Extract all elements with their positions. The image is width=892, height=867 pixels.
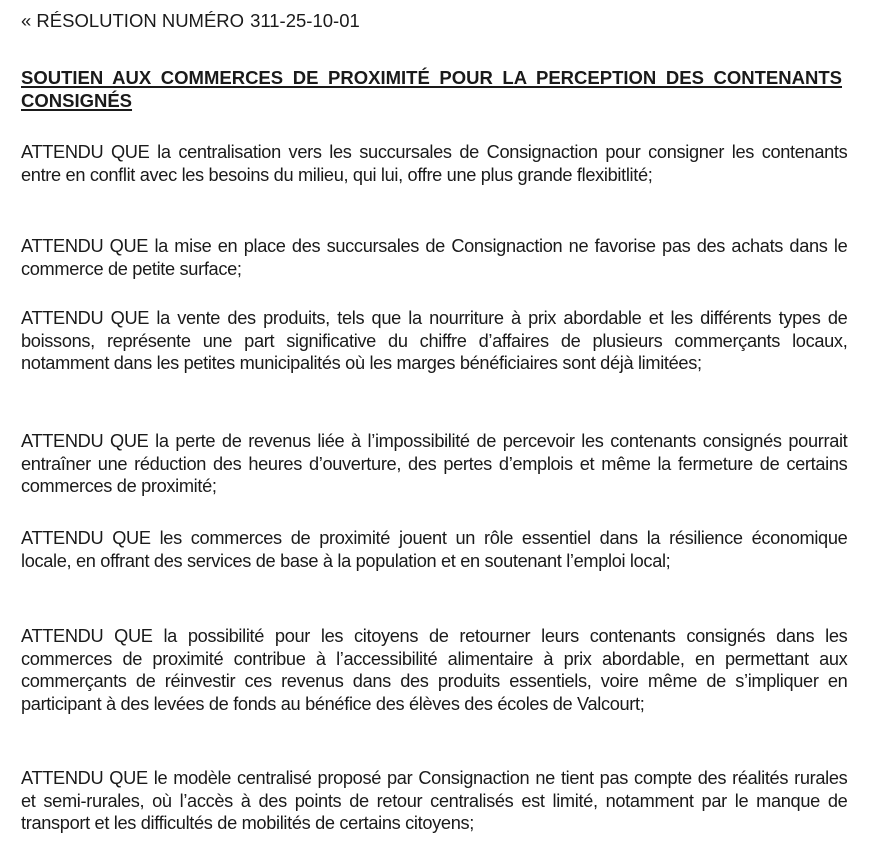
resolution-title: SOUTIEN AUX COMMERCES DE PROXIMITÉ POUR LA PERCEPTION DES CONTENANTS CONSIGNÉS xyxy=(21,67,842,111)
resolution-number xyxy=(21,10,360,32)
resolution-prefix: « RÉSOLUTION NUMÉRO xyxy=(21,10,245,31)
whereas-paragraph: ATTENDU QUE la possibilité pour les citoyens de retourner leurs contenants consignés dans les commerces de proximité contribue à l’accessibilité alimentaire à prix abordable, en permettant aux commerçants de réinvestir ces revenus dans des produits essentiels, voire même de s’impliquer en participant à des levées de fonds au bénéfice des élèves des écoles de Valcourt; xyxy=(21,625,848,715)
whereas-paragraph: ATTENDU QUE les commerces de proximité jouent un rôle essentiel dans la résilience économique locale, en offrant des services de base à la population et en soutenant l’emploi local; xyxy=(21,527,848,571)
resolution-number-value: 311-25-10-01 xyxy=(250,10,360,31)
whereas-paragraph: ATTENDU QUE la vente des produits, tels que la nourriture à prix abordable et les différents types de boissons, représente une part significative du chiffre d’affaires de plusieurs commerçants locaux, notamment dans les petites municipalités où les marges bénéficiaires sont déjà limitées; xyxy=(21,307,848,374)
whereas-paragraph: ATTENDU QUE la perte de revenus liée à l’impossibilité de percevoir les contenants consignés pourrait entraîner une réduction des heures d’ouverture, des pertes d’emplois et même la fermeture de certains commerces de proximité; xyxy=(21,430,848,497)
whereas-paragraph: ATTENDU QUE la mise en place des succursales de Consignaction ne favorise pas des achats dans le commerce de petite surface; xyxy=(21,235,848,279)
whereas-paragraph: ATTENDU QUE la centralisation vers les succursales de Consignaction pour consigner les contenants entre en conflit avec les besoins du milieu, qui lui, offre une plus grande flexibitlité; xyxy=(21,141,848,185)
whereas-paragraph: ATTENDU QUE le modèle centralisé proposé par Consignaction ne tient pas compte des réalités rurales et semi-rurales, où l’accès à des points de retour centralisés est limité, notamment par le manque de transport et les difficultés de mobilités de certains citoyens; xyxy=(21,767,848,834)
